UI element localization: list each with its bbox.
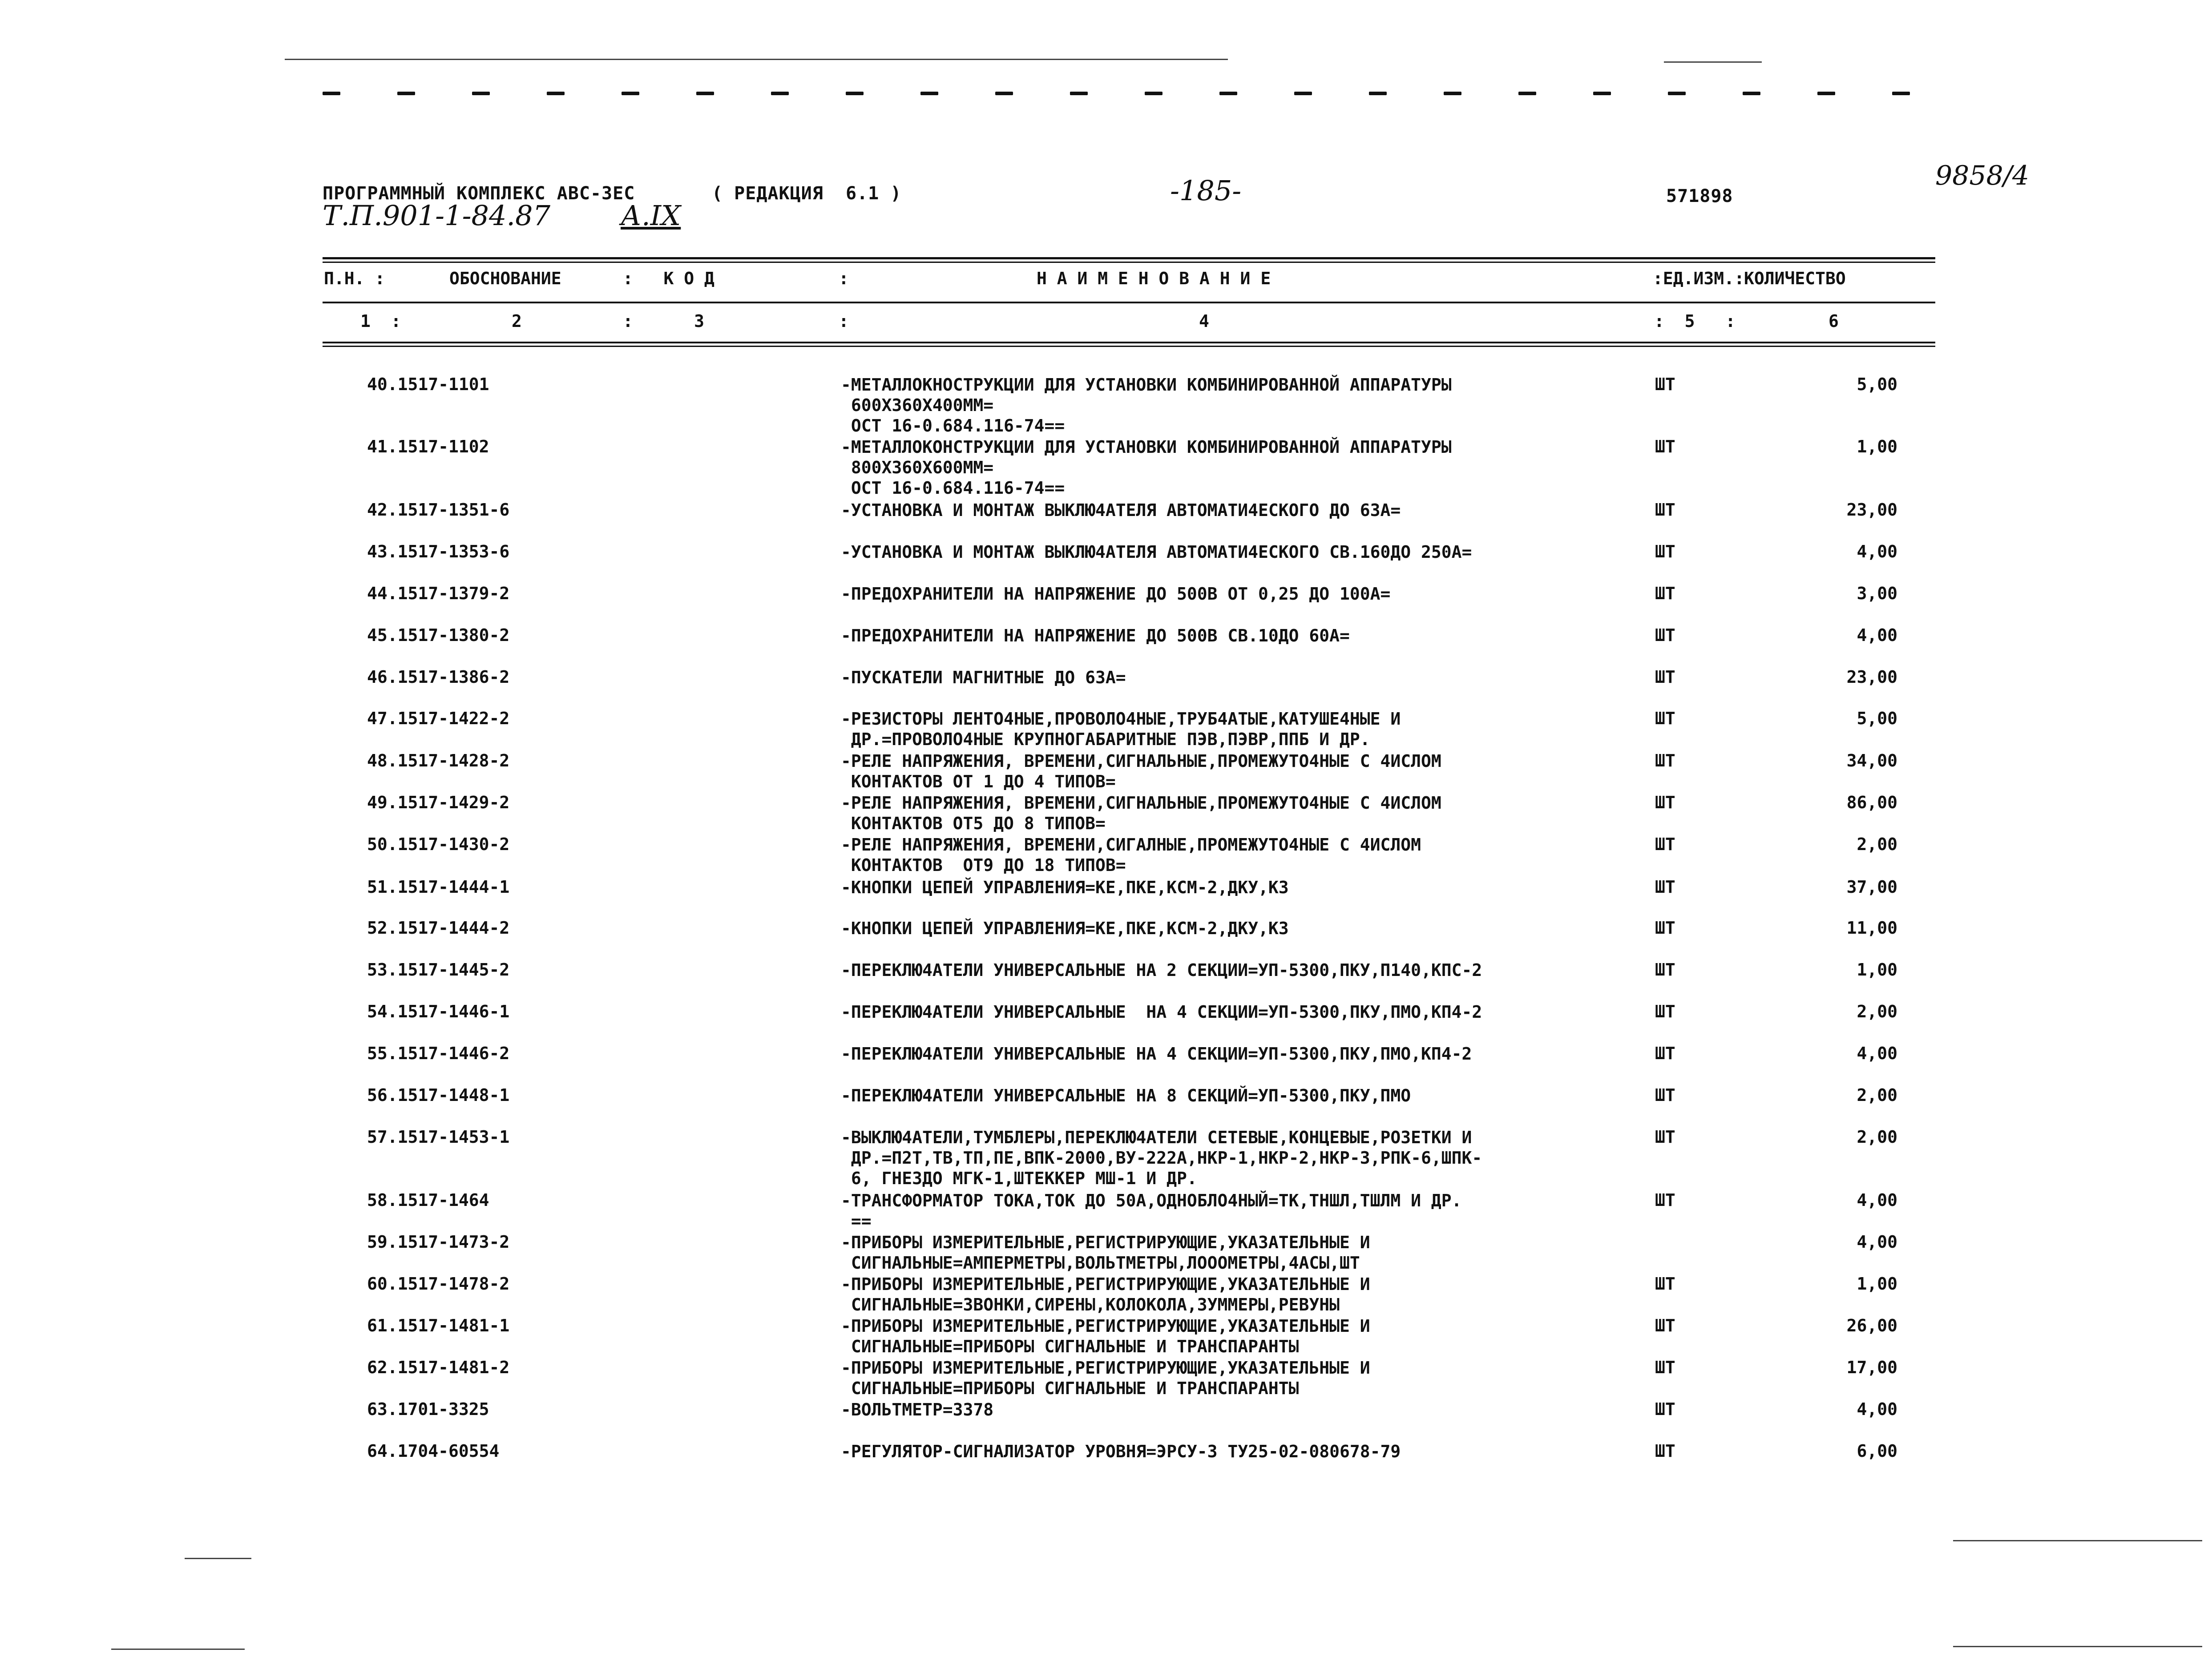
- col-num-4: 4: [1199, 311, 1209, 331]
- scan-line: [285, 59, 1228, 60]
- row-quantity: 23,00: [1846, 500, 1897, 520]
- row-unit: ШТ: [1655, 793, 1675, 812]
- row-naimenovanie: -УСТАНОВКА И МОНТАЖ ВЫКЛЮ4АТЕЛЯ АВТОМАТИ4ЕСКОГО ДО 63А=: [841, 500, 1401, 520]
- col-header-kolichestvo: КОЛИЧЕСТВО: [1744, 269, 1846, 288]
- row-unit: ШТ: [1655, 1044, 1675, 1063]
- row-obosnovanie: 42.1517-1351-6: [367, 500, 510, 520]
- col-num-6: 6: [1829, 311, 1839, 331]
- row-naimenovanie: -ТРАНСФОРМАТОР ТОКА,ТОК ДО 50А,ОДНОБЛО4НЫЙ=ТК,ТНШЛ,ТШЛМ И ДР. ==: [841, 1191, 1462, 1231]
- row-naimenovanie: -РЕЛЕ НАПРЯЖЕНИЯ, ВРЕМЕНИ,СИГАЛНЫЕ,ПРОМЕЖУТО4НЫЕ С 4ИСЛОМ КОНТАКТОВ ОТ9 ДО 18 ТИПОВ=: [841, 835, 1421, 875]
- dash-mark: [1070, 92, 1088, 95]
- row-unit: ШТ: [1655, 584, 1675, 603]
- row-obosnovanie: 51.1517-1444-1: [367, 877, 510, 897]
- dash-mark: [1518, 92, 1536, 95]
- row-quantity: 4,00: [1857, 1232, 1897, 1252]
- row-unit: ШТ: [1655, 918, 1675, 938]
- row-naimenovanie: -РЕЛЕ НАПРЯЖЕНИЯ, ВРЕМЕНИ,СИГНАЛЬНЫЕ,ПРОМЕЖУТО4НЫЕ С 4ИСЛОМ КОНТАКТОВ ОТ 1 ДО 4 ТИПОВ=: [841, 751, 1441, 791]
- row-naimenovanie: -РЕЛЕ НАПРЯЖЕНИЯ, ВРЕМЕНИ,СИГНАЛЬНЫЕ,ПРОМЕЖУТО4НЫЕ С 4ИСЛОМ КОНТАКТОВ ОТ5 ДО 8 ТИПОВ=: [841, 793, 1441, 833]
- row-unit: ШТ: [1655, 500, 1675, 520]
- col-header-ed-izm: :ЕД.ИЗМ.:: [1653, 269, 1744, 288]
- row-naimenovanie: -МЕТАЛЛОКОНСТРУКЦИИ ДЛЯ УСТАНОВКИ КОМБИНИРОВАННОЙ АППАРАТУРЫ 800Х360Х600ММ= ОСТ 16-0.684.116-74==: [841, 437, 1452, 498]
- dash-mark: [771, 92, 789, 95]
- row-obosnovanie: 58.1517-1464: [367, 1190, 489, 1210]
- dash-mark: [920, 92, 938, 95]
- row-unit: ШТ: [1655, 1316, 1675, 1335]
- row-naimenovanie: -КНОПКИ ЦЕПЕЙ УПРАВЛЕНИЯ=КЕ,ПКЕ,КСМ-2,ДКУ,КЗ: [841, 919, 1289, 938]
- row-unit: ШТ: [1655, 835, 1675, 854]
- col-header-sep: :: [839, 269, 849, 288]
- row-quantity: 1,00: [1857, 960, 1897, 980]
- row-quantity: 4,00: [1857, 625, 1897, 645]
- col-header-kod: : К О Д: [623, 269, 714, 288]
- col-header-obosnovanie: ОБОСНОВАНИЕ: [449, 269, 561, 288]
- row-obosnovanie: 52.1517-1444-2: [367, 918, 510, 938]
- row-unit: ШТ: [1655, 877, 1675, 897]
- row-obosnovanie: 47.1517-1422-2: [367, 709, 510, 728]
- row-unit: ШТ: [1655, 1358, 1675, 1377]
- dash-mark: [547, 92, 565, 95]
- scan-line: [185, 1558, 251, 1559]
- row-obosnovanie: 63.1701-3325: [367, 1399, 489, 1419]
- row-naimenovanie: -КНОПКИ ЦЕПЕЙ УПРАВЛЕНИЯ=КЕ,ПКЕ,КСМ-2,ДКУ,КЗ: [841, 878, 1289, 897]
- row-unit: ШТ: [1655, 1441, 1675, 1461]
- dash-mark: [323, 92, 340, 95]
- row-quantity: 1,00: [1857, 437, 1897, 456]
- row-naimenovanie: -ПРИБОРЫ ИЗМЕРИТЕЛЬНЫЕ,РЕГИСТРИРУЮЩИЕ,УКАЗАТЕЛЬНЫЕ И СИГНАЛЬНЫЕ=ЗВОНКИ,СИРЕНЫ,КОЛОКОЛА,ЗУММЕРЫ,РЕВУНЫ: [841, 1274, 1370, 1314]
- header-divider: [323, 302, 1935, 303]
- row-unit: ШТ: [1655, 709, 1675, 728]
- row-obosnovanie: 46.1517-1386-2: [367, 667, 510, 687]
- dash-mark: [696, 92, 714, 95]
- table-top-rule-2: [323, 262, 1935, 263]
- row-quantity: 4,00: [1857, 1399, 1897, 1419]
- row-unit: ШТ: [1655, 1190, 1675, 1210]
- row-quantity: 34,00: [1846, 751, 1897, 770]
- dash-mark: [1294, 92, 1312, 95]
- col-num-1: 1 :: [360, 311, 401, 331]
- edition-label: ( РЕДАКЦИЯ 6.1 ): [712, 183, 902, 204]
- row-naimenovanie: -ПРИБОРЫ ИЗМЕРИТЕЛЬНЫЕ,РЕГИСТРИРУЮЩИЕ,УКАЗАТЕЛЬНЫЕ И СИГНАЛЬНЫЕ=ПРИБОРЫ СИГНАЛЬНЫЕ И ТРАНСПАРАНТЫ: [841, 1358, 1370, 1398]
- row-quantity: 26,00: [1846, 1316, 1897, 1335]
- row-quantity: 2,00: [1857, 1127, 1897, 1147]
- row-quantity: 23,00: [1846, 667, 1897, 687]
- dash-mark: [1817, 92, 1835, 95]
- row-obosnovanie: 40.1517-1101: [367, 375, 489, 394]
- row-obosnovanie: 48.1517-1428-2: [367, 751, 510, 770]
- col-header-pn: П.Н. :: [324, 269, 385, 288]
- scan-line: [111, 1649, 245, 1650]
- dash-mark: [1668, 92, 1686, 95]
- row-quantity: 86,00: [1846, 793, 1897, 812]
- dash-mark: [472, 92, 490, 95]
- row-naimenovanie: -ПЕРЕКЛЮ4АТЕЛИ УНИВЕРСАЛЬНЫЕ НА 4 СЕКЦИИ=УП-5300,ПКУ,ПМО,КП4-2: [841, 1002, 1482, 1022]
- scan-line: [1953, 1540, 2202, 1541]
- row-naimenovanie: -ВОЛЬТМЕТР=3378: [841, 1400, 994, 1419]
- row-naimenovanie: -ПРИБОРЫ ИЗМЕРИТЕЛЬНЫЕ,РЕГИСТРИРУЮЩИЕ,УКАЗАТЕЛЬНЫЕ И СИГНАЛЬНЫЕ=ПРИБОРЫ СИГНАЛЬНЫЕ И ТРАНСПАРАНТЫ: [841, 1316, 1370, 1356]
- col-num-2: 2: [512, 311, 522, 331]
- row-quantity: 37,00: [1846, 877, 1897, 897]
- row-obosnovanie: 55.1517-1446-2: [367, 1044, 510, 1063]
- page-number: -185-: [1170, 174, 1242, 207]
- row-obosnovanie: 41.1517-1102: [367, 437, 489, 456]
- row-obosnovanie: 45.1517-1380-2: [367, 625, 510, 645]
- album-handwritten: А.IX: [621, 199, 681, 232]
- row-quantity: 6,00: [1857, 1441, 1897, 1461]
- dash-mark: [1892, 92, 1910, 95]
- row-naimenovanie: -ПРИБОРЫ ИЗМЕРИТЕЛЬНЫЕ,РЕГИСТРИРУЮЩИЕ,УКАЗАТЕЛЬНЫЕ И СИГНАЛЬНЫЕ=АМПЕРМЕТРЫ,ВОЛЬТМЕТРЫ,ЛОООМЕТРЫ,4АСЫ,ШТ: [841, 1233, 1370, 1273]
- header-bottom-rule: [323, 342, 1935, 343]
- row-naimenovanie: -ПЕРЕКЛЮ4АТЕЛИ УНИВЕРСАЛЬНЫЕ НА 8 СЕКЦИЙ=УП-5300,ПКУ,ПМО: [841, 1086, 1411, 1105]
- row-unit: ШТ: [1655, 751, 1675, 770]
- row-unit: ШТ: [1655, 1399, 1675, 1419]
- row-unit: ШТ: [1655, 542, 1675, 561]
- dash-mark: [1145, 92, 1163, 95]
- row-naimenovanie: -РЕЗИСТОРЫ ЛЕНТО4НЫЕ,ПРОВОЛО4НЫЕ,ТРУБ4АТЫЕ,КАТУШЕ4НЫЕ И ДР.=ПРОВОЛО4НЫЕ КРУПНОГАБАРИТНЫЕ ПЭВ,ПЭВР,ППБ И ДР.: [841, 709, 1401, 749]
- row-quantity: 2,00: [1857, 1085, 1897, 1105]
- row-obosnovanie: 44.1517-1379-2: [367, 584, 510, 603]
- row-obosnovanie: 56.1517-1448-1: [367, 1085, 510, 1105]
- row-unit: ШТ: [1655, 960, 1675, 980]
- row-naimenovanie: -МЕТАЛЛОКНОСТРУКЦИИ ДЛЯ УСТАНОВКИ КОМБИНИРОВАННОЙ АППАРАТУРЫ 600Х360Х400ММ= ОСТ 16-0.684.116-74==: [841, 375, 1452, 435]
- row-unit: ШТ: [1655, 667, 1675, 687]
- row-quantity: 1,00: [1857, 1274, 1897, 1294]
- row-obosnovanie: 53.1517-1445-2: [367, 960, 510, 980]
- row-unit: ШТ: [1655, 1085, 1675, 1105]
- row-unit: ШТ: [1655, 625, 1675, 645]
- scan-line: [1664, 61, 1762, 63]
- row-obosnovanie: 49.1517-1429-2: [367, 793, 510, 812]
- row-quantity: 3,00: [1857, 584, 1897, 603]
- row-quantity: 17,00: [1846, 1358, 1897, 1377]
- dash-mark: [995, 92, 1013, 95]
- row-obosnovanie: 50.1517-1430-2: [367, 835, 510, 854]
- header-bottom-rule-2: [323, 346, 1935, 347]
- col-num-3: : 3: [623, 311, 705, 331]
- dash-mark: [622, 92, 639, 95]
- row-quantity: 2,00: [1857, 1002, 1897, 1021]
- dash-mark: [1369, 92, 1387, 95]
- row-naimenovanie: -ПРЕДОХРАНИТЕЛИ НА НАПРЯЖЕНИЕ ДО 500В СВ.10ДО 60А=: [841, 626, 1350, 645]
- row-obosnovanie: 60.1517-1478-2: [367, 1274, 510, 1294]
- col-header-naimenovanie: Н А И М Е Н О В А Н И Е: [1037, 269, 1271, 288]
- row-obosnovanie: 62.1517-1481-2: [367, 1358, 510, 1377]
- row-quantity: 4,00: [1857, 542, 1897, 561]
- row-naimenovanie: -ВЫКЛЮ4АТЕЛИ,ТУМБЛЕРЫ,ПЕРЕКЛЮ4АТЕЛИ СЕТЕВЫЕ,КОНЦЕВЫЕ,РОЗЕТКИ И ДР.=П2Т,ТВ,ТП,ПЕ,ВПК-2000,ВУ-222А,НКР-1,НКР-2,НКР-3,РПК-6,ШПК- 6, ГНЕЗДО МГК-1,ШТЕККЕР МШ-1 И ДР.: [841, 1128, 1482, 1188]
- doc-number: 571898: [1666, 186, 1733, 206]
- row-naimenovanie: -ПЕРЕКЛЮ4АТЕЛИ УНИВЕРСАЛЬНЫЕ НА 2 СЕКЦИИ=УП-5300,ПКУ,П140,КПС-2: [841, 960, 1482, 980]
- row-unit: ШТ: [1655, 437, 1675, 456]
- row-unit: ШТ: [1655, 1274, 1675, 1294]
- project-handwritten: Т.П.901-1-84.87: [323, 199, 551, 232]
- row-quantity: 5,00: [1857, 709, 1897, 728]
- row-naimenovanie: -ПЕРЕКЛЮ4АТЕЛИ УНИВЕРСАЛЬНЫЕ НА 4 СЕКЦИИ=УП-5300,ПКУ,ПМО,КП4-2: [841, 1044, 1472, 1064]
- corner-handwritten-number: 9858/4: [1935, 160, 2030, 191]
- dash-mark: [1593, 92, 1611, 95]
- row-obosnovanie: 61.1517-1481-1: [367, 1316, 510, 1335]
- dash-mark: [397, 92, 415, 95]
- row-obosnovanie: 54.1517-1446-1: [367, 1002, 510, 1021]
- row-quantity: 4,00: [1857, 1190, 1897, 1210]
- row-naimenovanie: -ПУСКАТЕЛИ МАГНИТНЫЕ ДО 63А=: [841, 668, 1126, 687]
- row-naimenovanie: -УСТАНОВКА И МОНТАЖ ВЫКЛЮ4АТЕЛЯ АВТОМАТИ4ЕСКОГО СВ.160ДО 250А=: [841, 542, 1472, 562]
- row-unit: ШТ: [1655, 1002, 1675, 1021]
- row-quantity: 5,00: [1857, 375, 1897, 394]
- row-obosnovanie: 64.1704-60554: [367, 1441, 500, 1461]
- dash-mark: [1743, 92, 1760, 95]
- row-unit: ШТ: [1655, 375, 1675, 394]
- row-unit: ШТ: [1655, 1127, 1675, 1147]
- table-top-rule: [323, 257, 1935, 259]
- row-obosnovanie: 57.1517-1453-1: [367, 1127, 510, 1147]
- row-quantity: 11,00: [1846, 918, 1897, 938]
- col-num-sep: :: [839, 311, 849, 331]
- dash-mark: [1444, 92, 1461, 95]
- program-title: ПРОГРАММНЫЙ КОМПЛЕКС АВС-3ЕС: [323, 183, 635, 204]
- dash-mark: [1219, 92, 1237, 95]
- row-obosnovanie: 59.1517-1473-2: [367, 1232, 510, 1252]
- row-quantity: 2,00: [1857, 835, 1897, 854]
- row-naimenovanie: -ПРЕДОХРАНИТЕЛИ НА НАПРЯЖЕНИЕ ДО 500В ОТ 0,25 ДО 100А=: [841, 584, 1391, 604]
- row-naimenovanie: -РЕГУЛЯТОР-СИГНАЛИЗАТОР УРОВНЯ=ЭРСУ-3 ТУ25-02-080678-79: [841, 1442, 1401, 1461]
- row-quantity: 4,00: [1857, 1044, 1897, 1063]
- dash-mark: [846, 92, 864, 95]
- row-obosnovanie: 43.1517-1353-6: [367, 542, 510, 561]
- scan-line: [1953, 1646, 2202, 1647]
- col-num-5: : 5 :: [1654, 311, 1736, 331]
